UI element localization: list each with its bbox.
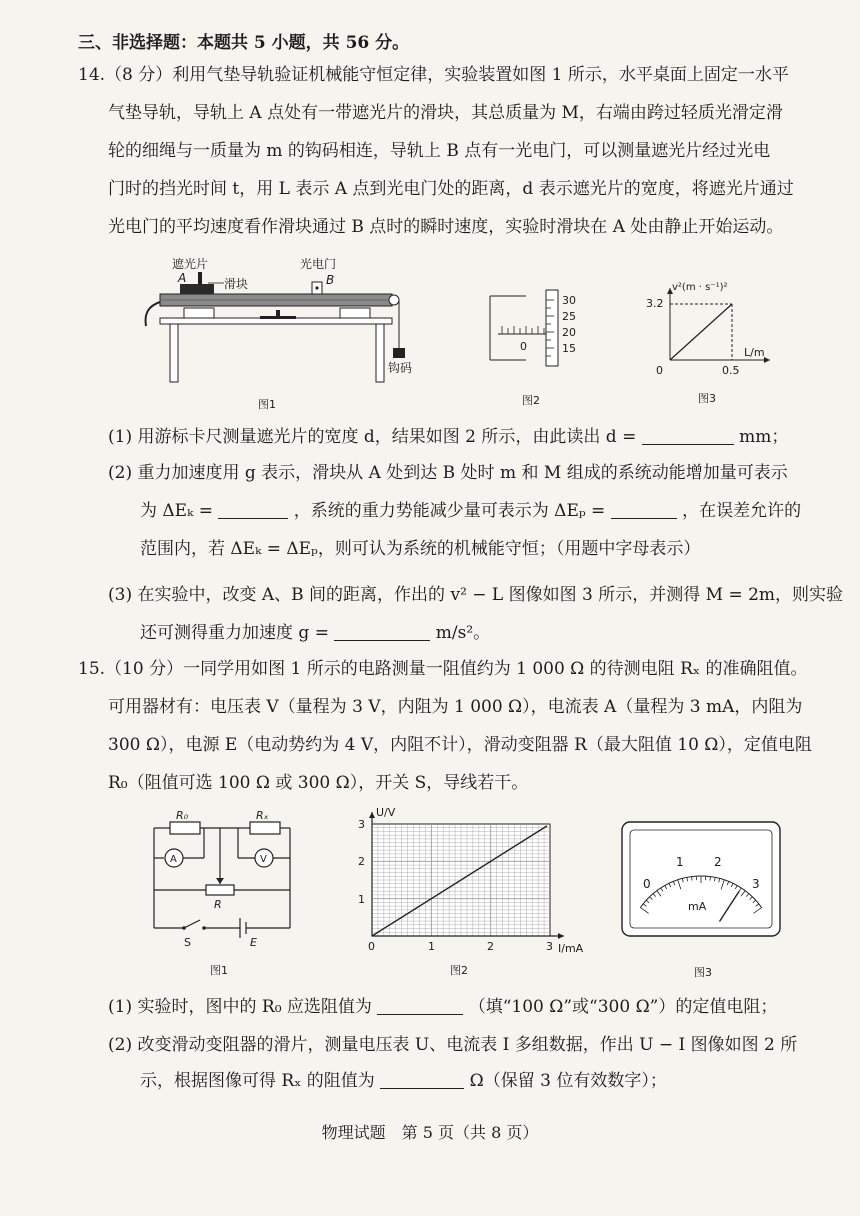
q15-ui-graph — [350, 804, 600, 980]
circuit-ammeter-label: A — [170, 854, 177, 865]
fig1-label-shade: 遮光片 — [172, 257, 209, 271]
circuit-switch-label: S — [184, 936, 191, 949]
fig3-caption: 图3 — [698, 392, 716, 405]
q14-sub1-text: (1) 用游标卡尺测量遮光片的宽度 d，结果如图 2 所示，由此读出 d = — [108, 427, 637, 447]
circuit-caption: 图1 — [210, 964, 228, 977]
q14-sub3-unit: m/s²。 — [435, 623, 491, 643]
graph-xlabel: I/mA — [558, 942, 584, 955]
fig2-scale-30: 30 — [562, 294, 576, 307]
graph-ytick-1: 1 — [358, 893, 365, 906]
dial-unit: mA — [688, 900, 707, 913]
page-footer: 物理试题 第 5 页（共 8 页） — [321, 1123, 539, 1142]
fig3-ylabel: v²(m · s⁻¹)² — [672, 282, 728, 293]
fig2-scale-15: 15 — [562, 342, 576, 355]
q15-ammeter-dial — [618, 818, 788, 988]
q14-figure-2 — [480, 278, 600, 408]
q14-sub1 — [108, 424, 820, 450]
q14-line-2: 气垫导轨，导轨上 A 点处有一带遮光片的滑块，其总质量为 M，右端由跨过轻质光滑定滑 — [108, 103, 783, 123]
graph-ytick-2: 2 — [358, 855, 365, 868]
q15-sub2-tail: Ω（保留 3 位有效数字）； — [469, 1071, 667, 1091]
dial-tick-1: 1 — [676, 855, 684, 869]
graph-xtick-2: 2 — [487, 940, 494, 953]
q14-line-5: 光电门的平均速度看作滑块通过 B 点时的瞬时速度，实验时滑块在 A 处由静止开始运动。 — [108, 217, 784, 237]
fig3-xtick: 0.5 — [722, 364, 740, 377]
dial-caption: 图3 — [694, 966, 712, 979]
q15-line-4: R₀（阻值可选 100 Ω 或 300 Ω），开关 S，导线若干。 — [108, 773, 529, 793]
fig1-label-a: A — [178, 271, 187, 285]
fig2-zero: 0 — [520, 340, 527, 353]
circuit-r0-label: R₀ — [176, 809, 189, 822]
q14-sub3-line2 — [140, 620, 820, 646]
q14-sub3-blank[interactable] — [334, 622, 430, 641]
graph-ylabel: U/V — [376, 806, 396, 819]
graph-xtick-3: 3 — [546, 940, 553, 953]
section-heading: 三、非选择题：本题共 5 小题，共 56 分。 — [78, 33, 410, 53]
graph-xtick-0: 0 — [368, 940, 375, 953]
q15-line-2: 可用器材有：电压表 V（量程为 3 V，内阻为 1 000 Ω），电流表 A（量程为 3 mA，内阻为 — [108, 697, 803, 717]
q14-sub2-ep-label: ，系统的重力势能减少量可表示为 ΔEₚ = — [293, 501, 606, 521]
q14-sub2-ek-label: 为 ΔEₖ = — [140, 501, 213, 521]
q14-figure-1 — [140, 252, 440, 412]
q15-sub2-line1: (2) 改变滑动变阻器的滑片，测量电压表 U、电流表 I 多组数据，作出 U − I 图像如图 2 所 — [108, 1035, 798, 1055]
circuit-voltmeter-label: V — [260, 854, 267, 865]
dial-tick-0: 0 — [643, 877, 651, 891]
q14-line-4: 门时的挡光时间 t，用 L 表示 A 点到光电门处的距离，d 表示遮光片的宽度，将遮光片通过 — [108, 179, 794, 199]
q14-sub2-tail: ，在误差允许的 — [682, 501, 802, 521]
circuit-rx-label: Rₓ — [256, 809, 269, 822]
fig1-label-gate: 光电门 — [300, 257, 337, 271]
fig1-label-b: B — [326, 273, 335, 287]
q14-sub1-unit: mm； — [739, 427, 789, 447]
fig3-xlabel: L/m — [744, 346, 765, 359]
q15-sub2-blank[interactable] — [380, 1070, 464, 1089]
q14-sub2-line1: (2) 重力加速度用 g 表示，滑块从 A 处到达 B 处时 m 和 M 组成的系统动能增加量可表示 — [108, 463, 788, 483]
graph-caption: 图2 — [450, 964, 468, 977]
q14-sub2-ep-blank[interactable] — [611, 500, 677, 519]
circuit-source-label: E — [250, 936, 257, 949]
q15-line-3: 300 Ω），电源 E（电动势约为 4 V，内阻不计），滑动变阻器 R（最大阻值 10 Ω），定值电阻 — [108, 735, 812, 755]
q14-sub2-line2 — [140, 498, 820, 524]
q15-sub1-tail: （填“100 Ω”或“300 Ω”）的定值电阻； — [468, 997, 778, 1017]
fig1-label-weight: 钩码 — [388, 361, 413, 375]
q14-line-1: 14.（8 分）利用气垫导轨验证机械能守恒定律，实验装置如图 1 所示，水平桌面上固定一水平 — [78, 65, 789, 85]
q14-sub3-line1: (3) 在实验中，改变 A、B 间的距离，作出的 v² − L 图像如图 3 所示，并测得 M = 2m，则实验 — [108, 585, 844, 605]
q14-figure-3 — [640, 276, 780, 408]
q15-sub1-text: (1) 实验时，图中的 R₀ 应选阻值为 — [108, 997, 372, 1017]
q15-circuit-diagram — [140, 808, 310, 980]
fig2-caption: 图2 — [522, 394, 540, 407]
q14-line-3: 轮的细绳与一质量为 m 的钩码相连，导轨上 B 点有一光电门，可以测量遮光片经过光电 — [108, 141, 771, 161]
fig3-origin: 0 — [656, 364, 663, 377]
dial-tick-2: 2 — [714, 855, 722, 869]
fig3-ytick: 3.2 — [646, 297, 664, 310]
q14-sub2-line3: 范围内，若 ΔEₖ = ΔEₚ，则可认为系统的机械能守恒；（用题中字母表示） — [140, 539, 701, 559]
fig1-caption: 图1 — [258, 398, 276, 411]
circuit-rheostat-label: R — [214, 898, 222, 911]
q15-sub2-text: 示，根据图像可得 Rₓ 的阻值为 — [140, 1071, 375, 1091]
q15-sub2-line2 — [140, 1068, 820, 1094]
q15-sub1 — [108, 994, 820, 1020]
q15-line-1: 15.（10 分）一同学用如图 1 所示的电路测量一阻值约为 1 000 Ω 的待测电阻 Rₓ 的准确阻值。 — [78, 659, 808, 679]
graph-xtick-1: 1 — [428, 940, 435, 953]
q15-sub1-blank[interactable] — [377, 996, 463, 1015]
graph-ytick-3: 3 — [358, 818, 365, 831]
q14-sub3-text: 还可测得重力加速度 g = — [140, 623, 329, 643]
q14-sub1-blank[interactable] — [642, 426, 734, 445]
fig2-scale-25: 25 — [562, 310, 576, 323]
fig1-label-slider: 滑块 — [224, 277, 249, 291]
fig2-scale-20: 20 — [562, 326, 576, 339]
q14-sub2-ek-blank[interactable] — [218, 500, 288, 519]
dial-tick-3: 3 — [752, 877, 760, 891]
